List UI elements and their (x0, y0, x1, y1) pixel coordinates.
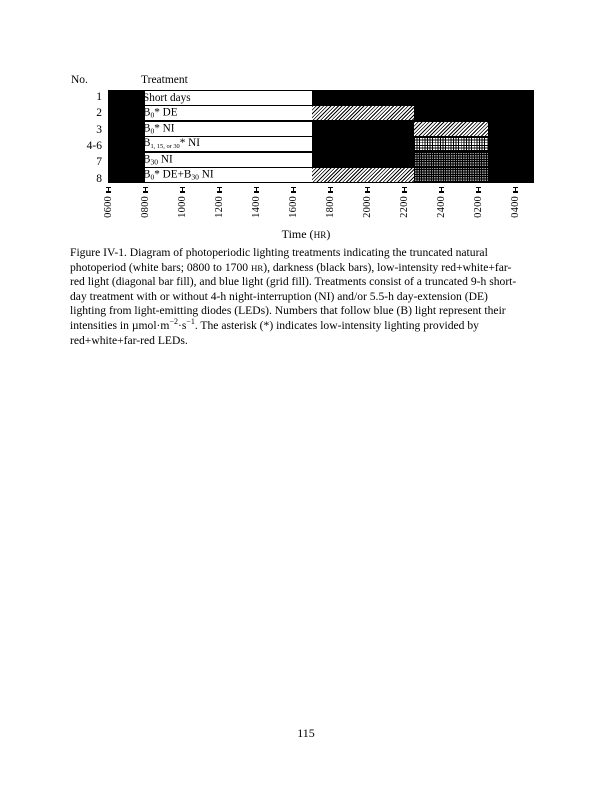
figure-caption: Figure IV-1. Diagram of photoperiodic lighting treatments indicating the truncated natural photoperiod (white bars; 0800 to 1700 HR), darkness (black bars), low-intensity red+white+far-red light (diagonal bar fill), and blue light (grid fill). Treatments consist of a truncated 9-h short-day treatment with or without 4-h night-interruption (NI) and/or 5.5-h day-extension (DE) lighting from light-emitting diodes (LEDs). Numbers that follow blue (B) light represent their intensities in $\mu mol\cdot m^{-2}\cdot s^{-1}$. The asterisk (*) indicates low-intensity lighting provided by red+white+far-red LEDs. (70, 246, 517, 347)
row-number: 8 (96, 172, 102, 185)
bar-segment-grid (414, 137, 488, 151)
bar-segment-dark (312, 137, 414, 151)
treatment-row (108, 167, 534, 183)
treatment-row (108, 136, 534, 152)
bar-segment-diag (414, 122, 488, 136)
figure-iv-1 (0, 0, 612, 240)
axis-tick-label: 0400 (509, 196, 521, 218)
axis-tick-cap-bottom (106, 191, 111, 193)
bar-segment-dark (312, 91, 534, 105)
axis-tick-cap-top (402, 187, 407, 189)
axis-tick-label: 2400 (435, 196, 447, 218)
bar-segment-grid-dark (414, 153, 488, 167)
axis-tick-cap-top (254, 187, 259, 189)
axis-tick-label: 1800 (324, 196, 336, 218)
axis-tick-label: 2200 (398, 196, 410, 218)
axis-tick-label: 1200 (213, 196, 225, 218)
bar-segment-dark (488, 137, 534, 151)
axis-tick-label: 0200 (472, 196, 484, 218)
bar-segment-dark (108, 168, 145, 182)
bar-segment-dark (108, 153, 145, 167)
bar-segment-diag (312, 168, 414, 182)
treatment-label: B1, 15, or 30* NI (143, 137, 200, 151)
axis-tick-cap-bottom (328, 191, 333, 193)
axis-tick-cap-top (291, 187, 296, 189)
treatment-label: Short days (143, 91, 191, 104)
axis-tick-label: 0600 (102, 196, 114, 218)
axis-tick-cap-bottom (217, 191, 222, 193)
bar-segment-dark (488, 168, 534, 182)
treatment-label: $B_0*$ NI (143, 122, 175, 136)
treatment-row (108, 105, 534, 121)
treatment-diagram-chart (108, 90, 534, 188)
axis-tick-cap-bottom (402, 191, 407, 193)
axis-tick-cap-bottom (180, 191, 185, 193)
column-header-number: No. (71, 74, 88, 86)
axis-tick-cap-top (106, 187, 111, 189)
row-number: 7 (96, 156, 102, 169)
bar-segment-dark (488, 153, 534, 167)
axis-tick-label: 1000 (176, 196, 188, 218)
axis-tick-cap-bottom (291, 191, 296, 193)
axis-tick-cap-top (328, 187, 333, 189)
axis-tick-label: 0800 (139, 196, 151, 218)
page-number: 115 (297, 726, 315, 740)
axis-tick-cap-bottom (365, 191, 370, 193)
row-number: 2 (96, 107, 102, 120)
bar-segment-dark (312, 122, 414, 136)
axis-tick-cap-top (513, 187, 518, 189)
axis-tick-cap-bottom (254, 191, 259, 193)
bar-segment-dark (108, 137, 145, 151)
axis-tick-label: 1600 (287, 196, 299, 218)
axis-tick-label: 1400 (250, 196, 262, 218)
treatment-row (108, 121, 534, 137)
bar-segment-dark (414, 106, 534, 120)
column-header-treatment: Treatment (141, 74, 188, 86)
axis-tick-cap-bottom (513, 191, 518, 193)
treatment-row (108, 152, 534, 168)
axis-tick-label: 2000 (361, 196, 373, 218)
axis-tick-cap-top (476, 187, 481, 189)
bar-segment-dark (108, 106, 145, 120)
axis-tick-cap-top (180, 187, 185, 189)
treatment-label: $B_0*$ DE (143, 106, 178, 120)
bar-segment-grid-dark (414, 168, 488, 182)
row-number: 4-6 (86, 140, 102, 153)
axis-tick-cap-bottom (143, 191, 148, 193)
axis-tick-cap-top (217, 187, 222, 189)
axis-tick-cap-top (365, 187, 370, 189)
bar-segment-diag (312, 106, 414, 120)
bar-segment-dark (488, 122, 534, 136)
row-number: 3 (96, 123, 102, 136)
bar-segment-dark (312, 153, 414, 167)
treatment-row (108, 90, 534, 106)
bar-segment-dark (108, 122, 145, 136)
axis-tick-cap-top (439, 187, 444, 189)
treatment-label: $B_{30}$ NI (143, 153, 173, 167)
axis-tick-cap-bottom (439, 191, 444, 193)
axis-tick-cap-bottom (476, 191, 481, 193)
row-number: 1 (96, 91, 102, 104)
treatment-label: $B_0*$ $DE+B_{30}$ NI (143, 168, 214, 182)
bar-segment-dark (108, 91, 145, 105)
axis-title: Time (HR) (281, 227, 331, 241)
axis-tick-cap-top (143, 187, 148, 189)
